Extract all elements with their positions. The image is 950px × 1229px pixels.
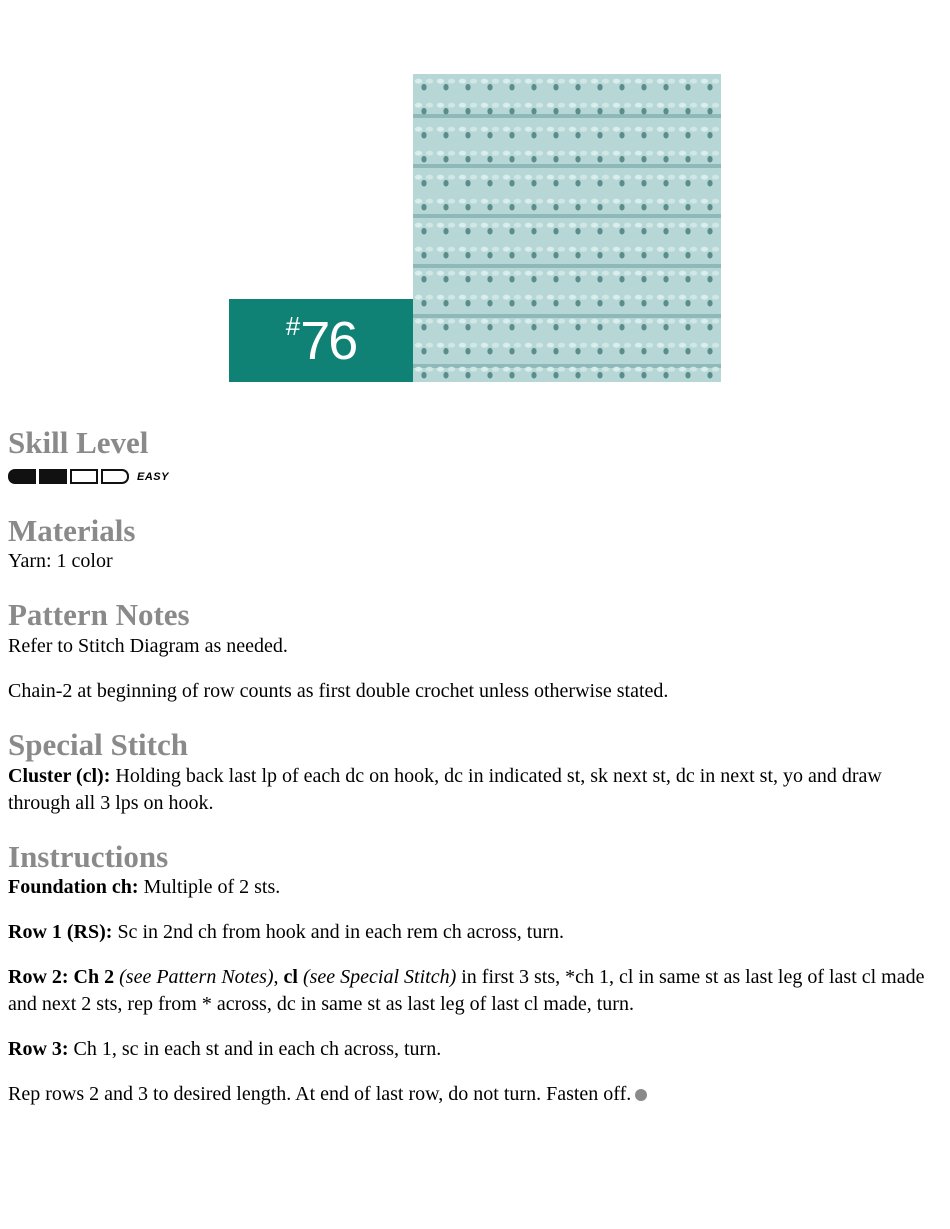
special-stitch-text	[8, 763, 928, 817]
special-stitch-heading: Special Stitch	[8, 726, 188, 762]
pattern-note-2: Chain-2 at beginning of row counts as first double crochet unless otherwise stated.	[8, 679, 669, 702]
materials-heading: Materials	[8, 512, 136, 548]
instructions-heading: Instructions	[8, 838, 169, 874]
materials-text: Yarn: 1 color	[8, 550, 113, 573]
skill-bar-1	[8, 469, 36, 484]
row-2-cl: cl	[283, 966, 298, 989]
foundation-row	[8, 874, 928, 901]
row-3-label: Row 3:	[8, 1038, 69, 1061]
pattern-content	[8, 425, 928, 1108]
skill-level-label: EASY	[137, 470, 169, 483]
pattern-number: 76	[300, 310, 357, 371]
final-text: Rep rows 2 and 3 to desired length. At end of last row, do not turn. Fasten off.	[8, 1083, 632, 1106]
pattern-number-prefix: #	[285, 311, 299, 341]
row-1	[8, 919, 928, 946]
special-stitch-term: Cluster (cl):	[8, 764, 111, 787]
row-2-separator: ,	[273, 966, 284, 989]
stitch-swatch-photo	[413, 74, 721, 382]
pattern-notes-section	[8, 597, 928, 705]
row-2-label: Row 2: Ch 2	[8, 966, 115, 989]
special-stitch-section	[8, 727, 928, 817]
row-2-ref-pattern-notes: (see Pattern Notes)	[114, 966, 274, 989]
materials-section	[8, 513, 928, 576]
pattern-number-badge	[229, 299, 413, 382]
skill-level-indicator	[8, 467, 928, 487]
foundation-text: Multiple of 2 sts.	[138, 876, 281, 899]
instructions-section	[8, 839, 928, 1109]
row-3	[8, 1036, 928, 1063]
skill-bar-2	[39, 469, 67, 484]
row-1-text: Sc in 2nd ch from hook and in each rem ch across, turn.	[112, 921, 564, 944]
pattern-header-image	[229, 74, 721, 382]
row-2	[8, 964, 928, 1018]
skill-level-heading: Skill Level	[8, 425, 149, 460]
skill-bar-4	[101, 469, 129, 484]
row-2-ref-special-stitch: (see Special Stitch)	[297, 966, 457, 989]
end-of-pattern-bullet-icon	[635, 1089, 647, 1101]
row-3-text: Ch 1, sc in each st and in each ch across, turn.	[68, 1038, 442, 1061]
special-stitch-description: Holding back last lp of each dc on hook, dc in indicated st, sk next st, dc in next st, yo and draw through all 3 lps on hook.	[8, 764, 882, 814]
pattern-notes-heading: Pattern Notes	[8, 597, 190, 633]
skill-bar-3	[70, 469, 98, 484]
row-1-label: Row 1 (RS):	[8, 921, 113, 944]
foundation-label: Foundation ch:	[8, 876, 139, 899]
final-instructions	[8, 1081, 928, 1108]
skill-level-section	[8, 425, 928, 487]
row-2-text: in first 3 sts, *ch 1, cl in same st as last leg of last cl made and next 2 sts, rep from * across, dc in same st as last leg of last cl made, turn.	[8, 966, 925, 1016]
pattern-note-1: Refer to Stitch Diagram as needed.	[8, 634, 288, 657]
